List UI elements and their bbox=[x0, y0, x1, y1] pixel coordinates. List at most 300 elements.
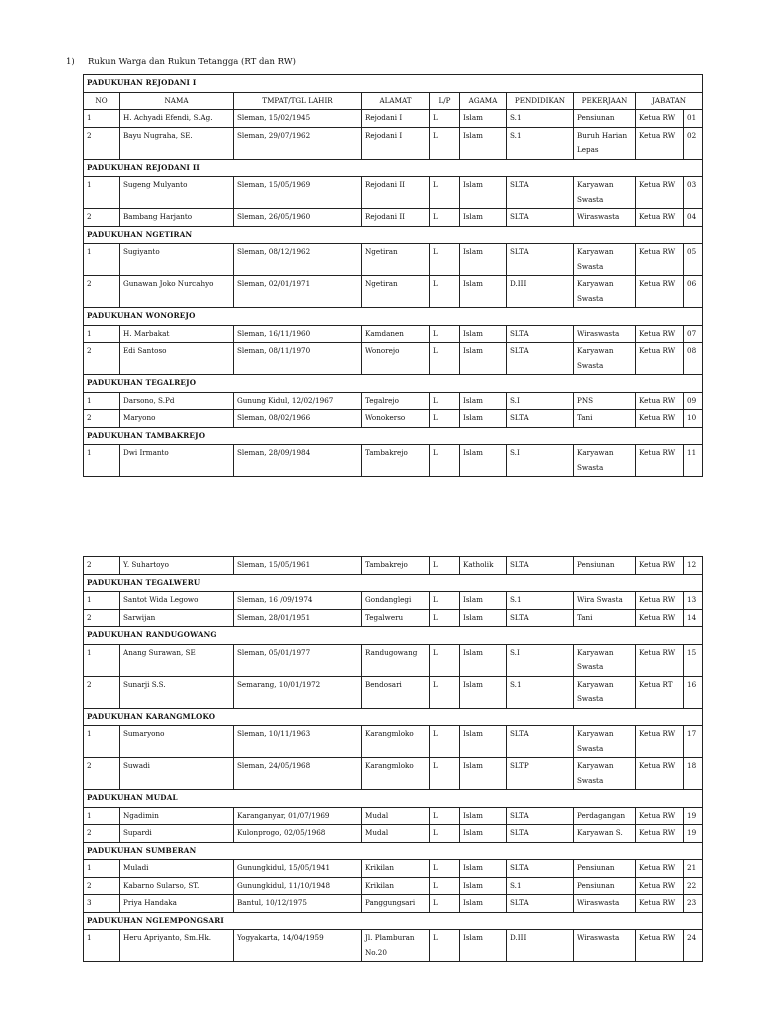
cell-ttl: Sleman, 08/02/1966 bbox=[234, 410, 362, 428]
cell-ttl: Sleman, 16 /09/1974 bbox=[234, 592, 362, 610]
cell-jabatan: Ketua RT bbox=[636, 676, 684, 708]
column-header: TMPAT/TGL LAHIR bbox=[234, 92, 362, 110]
cell-ttl: Sleman, 16/11/1960 bbox=[234, 325, 362, 343]
cell-pendidikan: D.III bbox=[507, 930, 574, 962]
cell-lp: L bbox=[430, 877, 460, 895]
cell-pendidikan: S.I bbox=[507, 644, 574, 676]
section-row bbox=[84, 708, 703, 726]
section-row bbox=[84, 75, 703, 93]
cell-rw-number: 18 bbox=[684, 758, 703, 790]
cell-ttl: Karanganyar, 01/07/1969 bbox=[234, 807, 362, 825]
cell-nama: Edi Santoso bbox=[120, 343, 234, 375]
cell-agama: Islam bbox=[460, 877, 507, 895]
section-row bbox=[84, 226, 703, 244]
cell-pekerjaan: Pensiunan bbox=[574, 860, 636, 878]
section-title: PADUKUHAN RANDUGOWANG bbox=[84, 627, 703, 645]
table-row bbox=[84, 244, 703, 276]
cell-lp: L bbox=[430, 758, 460, 790]
cell-ttl: Gunung Kidul, 12/02/1967 bbox=[234, 392, 362, 410]
column-header: PENDIDIKAN bbox=[507, 92, 574, 110]
cell-pekerjaan: Karyawan Swasta bbox=[574, 244, 636, 276]
section-title: PADUKUHAN WONOREJO bbox=[84, 308, 703, 326]
cell-ttl: Sleman, 15/02/1945 bbox=[234, 110, 362, 128]
cell-no: 2 bbox=[84, 410, 120, 428]
cell-rw-number: 06 bbox=[684, 276, 703, 308]
table-row bbox=[84, 930, 703, 962]
cell-lp: L bbox=[430, 592, 460, 610]
cell-alamat: Krikilan bbox=[362, 860, 430, 878]
cell-lp: L bbox=[430, 127, 460, 159]
cell-ttl: Semarang, 10/01/1972 bbox=[234, 676, 362, 708]
cell-pekerjaan: Pensiunan bbox=[574, 877, 636, 895]
cell-pendidikan: S.I bbox=[507, 392, 574, 410]
cell-pendidikan: S.1 bbox=[507, 592, 574, 610]
cell-alamat: Rejodani I bbox=[362, 110, 430, 128]
cell-jabatan: Ketua RW bbox=[636, 860, 684, 878]
cell-ttl: Sleman, 10/11/1963 bbox=[234, 726, 362, 758]
cell-jabatan: Ketua RW bbox=[636, 930, 684, 962]
section-title: PADUKUHAN TEGALREJO bbox=[84, 375, 703, 393]
cell-ttl: Bantul, 10/12/1975 bbox=[234, 895, 362, 913]
cell-lp: L bbox=[430, 895, 460, 913]
cell-alamat: Ngetiran bbox=[362, 244, 430, 276]
cell-ttl: Gunungkidul, 15/05/1941 bbox=[234, 860, 362, 878]
cell-alamat: Krikilan bbox=[362, 877, 430, 895]
section-title: PADUKUHAN TAMBAKREJO bbox=[84, 427, 703, 445]
table-row bbox=[84, 860, 703, 878]
cell-no: 1 bbox=[84, 930, 120, 962]
table-row bbox=[84, 410, 703, 428]
cell-lp: L bbox=[430, 557, 460, 575]
cell-alamat: Kamdanen bbox=[362, 325, 430, 343]
cell-lp: L bbox=[430, 410, 460, 428]
table-row bbox=[84, 825, 703, 843]
cell-nama: Sumaryono bbox=[120, 726, 234, 758]
cell-rw-number: 16 bbox=[684, 676, 703, 708]
table-row bbox=[84, 609, 703, 627]
cell-agama: Islam bbox=[460, 276, 507, 308]
cell-rw-number: 14 bbox=[684, 609, 703, 627]
cell-agama: Katholik bbox=[460, 557, 507, 575]
cell-pendidikan: SLTA bbox=[507, 825, 574, 843]
cell-rw-number: 11 bbox=[684, 445, 703, 477]
cell-rw-number: 09 bbox=[684, 392, 703, 410]
column-header: NAMA bbox=[120, 92, 234, 110]
cell-nama: Dwi Irmanto bbox=[120, 445, 234, 477]
cell-pendidikan: SLTA bbox=[507, 895, 574, 913]
cell-nama: Kabarno Sularso, ST. bbox=[120, 877, 234, 895]
cell-no: 2 bbox=[84, 609, 120, 627]
section-row bbox=[84, 159, 703, 177]
cell-nama: Ngadimin bbox=[120, 807, 234, 825]
cell-agama: Islam bbox=[460, 825, 507, 843]
table-row bbox=[84, 325, 703, 343]
cell-pekerjaan: Wiraswasta bbox=[574, 930, 636, 962]
rt-rw-table-page-1 bbox=[83, 74, 703, 477]
cell-alamat: Randugowang bbox=[362, 644, 430, 676]
cell-nama: Sarwijan bbox=[120, 609, 234, 627]
cell-nama: Gunawan Joko Nurcahyo bbox=[120, 276, 234, 308]
cell-pekerjaan: Karyawan Swasta bbox=[574, 445, 636, 477]
cell-agama: Islam bbox=[460, 325, 507, 343]
table-row bbox=[84, 343, 703, 375]
cell-lp: L bbox=[430, 110, 460, 128]
cell-ttl: Sleman, 08/12/1962 bbox=[234, 244, 362, 276]
cell-jabatan: Ketua RW bbox=[636, 825, 684, 843]
cell-ttl: Sleman, 15/05/1969 bbox=[234, 177, 362, 209]
cell-pekerjaan: Pensiunan bbox=[574, 557, 636, 575]
cell-jabatan: Ketua RW bbox=[636, 557, 684, 575]
cell-jabatan: Ketua RW bbox=[636, 177, 684, 209]
cell-pekerjaan: Karyawan Swasta bbox=[574, 758, 636, 790]
cell-jabatan: Ketua RW bbox=[636, 276, 684, 308]
cell-jabatan: Ketua RW bbox=[636, 244, 684, 276]
cell-no: 3 bbox=[84, 895, 120, 913]
cell-pekerjaan: Karyawan Swasta bbox=[574, 276, 636, 308]
cell-no: 2 bbox=[84, 343, 120, 375]
cell-lp: L bbox=[430, 392, 460, 410]
cell-lp: L bbox=[430, 930, 460, 962]
cell-agama: Islam bbox=[460, 445, 507, 477]
cell-pendidikan: SLTA bbox=[507, 410, 574, 428]
cell-lp: L bbox=[430, 825, 460, 843]
table-row bbox=[84, 644, 703, 676]
table-row bbox=[84, 877, 703, 895]
cell-no: 2 bbox=[84, 877, 120, 895]
cell-alamat: Jl. Plamburan No.20 bbox=[362, 930, 430, 962]
cell-alamat: Rejodani II bbox=[362, 209, 430, 227]
section-row bbox=[84, 627, 703, 645]
cell-no: 1 bbox=[84, 392, 120, 410]
cell-lp: L bbox=[430, 644, 460, 676]
cell-nama: Heru Apriyanto, Sm.Hk. bbox=[120, 930, 234, 962]
cell-lp: L bbox=[430, 177, 460, 209]
cell-ttl: Yogyakarta, 14/04/1959 bbox=[234, 930, 362, 962]
cell-nama: Darsono, S.Pd bbox=[120, 392, 234, 410]
cell-agama: Islam bbox=[460, 895, 507, 913]
cell-jabatan: Ketua RW bbox=[636, 609, 684, 627]
cell-ttl: Sleman, 28/01/1951 bbox=[234, 609, 362, 627]
cell-pekerjaan: Wiraswasta bbox=[574, 895, 636, 913]
cell-rw-number: 01 bbox=[684, 110, 703, 128]
cell-ttl: Sleman, 24/05/1968 bbox=[234, 758, 362, 790]
cell-agama: Islam bbox=[460, 860, 507, 878]
section-title: PADUKUHAN REJODANI I bbox=[84, 75, 703, 93]
cell-no: 1 bbox=[84, 177, 120, 209]
section-title: PADUKUHAN MUDAL bbox=[84, 790, 703, 808]
cell-alamat: Rejodani II bbox=[362, 177, 430, 209]
table-row bbox=[84, 592, 703, 610]
cell-pekerjaan: Karyawan Swasta bbox=[574, 676, 636, 708]
cell-pendidikan: SLTA bbox=[507, 343, 574, 375]
cell-agama: Islam bbox=[460, 110, 507, 128]
cell-pendidikan: SLTA bbox=[507, 557, 574, 575]
table-row bbox=[84, 557, 703, 575]
cell-pekerjaan: Karyawan Swasta bbox=[574, 177, 636, 209]
section-title: PADUKUHAN SUMBERAN bbox=[84, 842, 703, 860]
cell-nama: Anang Surawan, SE bbox=[120, 644, 234, 676]
cell-rw-number: 05 bbox=[684, 244, 703, 276]
cell-no: 2 bbox=[84, 557, 120, 575]
cell-pekerjaan: Perdagangan bbox=[574, 807, 636, 825]
column-header: PEKERJAAN bbox=[574, 92, 636, 110]
cell-agama: Islam bbox=[460, 392, 507, 410]
cell-pendidikan: S.1 bbox=[507, 127, 574, 159]
cell-pekerjaan: Karyawan S. bbox=[574, 825, 636, 843]
cell-jabatan: Ketua RW bbox=[636, 127, 684, 159]
table-row bbox=[84, 726, 703, 758]
cell-ttl: Sleman, 15/05/1961 bbox=[234, 557, 362, 575]
cell-agama: Islam bbox=[460, 410, 507, 428]
column-header: ALAMAT bbox=[362, 92, 430, 110]
cell-alamat: Panggungsari bbox=[362, 895, 430, 913]
cell-agama: Islam bbox=[460, 930, 507, 962]
cell-ttl: Sleman, 08/11/1970 bbox=[234, 343, 362, 375]
table-row bbox=[84, 110, 703, 128]
cell-pendidikan: D.III bbox=[507, 276, 574, 308]
cell-pekerjaan: Wiraswasta bbox=[574, 325, 636, 343]
heading-text: Rukun Warga dan Rukun Tetangga (RT dan RW) bbox=[88, 57, 296, 67]
cell-alamat: Gondanglegi bbox=[362, 592, 430, 610]
table-row bbox=[84, 127, 703, 159]
cell-nama: Bambang Harjanto bbox=[120, 209, 234, 227]
cell-alamat: Rejodani I bbox=[362, 127, 430, 159]
cell-pendidikan: S.1 bbox=[507, 676, 574, 708]
cell-jabatan: Ketua RW bbox=[636, 592, 684, 610]
cell-no: 1 bbox=[84, 592, 120, 610]
cell-agama: Islam bbox=[460, 726, 507, 758]
cell-lp: L bbox=[430, 343, 460, 375]
table-row bbox=[84, 758, 703, 790]
cell-no: 1 bbox=[84, 445, 120, 477]
cell-nama: H. Marbakat bbox=[120, 325, 234, 343]
cell-rw-number: 02 bbox=[684, 127, 703, 159]
cell-agama: Islam bbox=[460, 676, 507, 708]
cell-lp: L bbox=[430, 276, 460, 308]
cell-alamat: Tegalrejo bbox=[362, 392, 430, 410]
cell-pekerjaan: Karyawan Swasta bbox=[574, 644, 636, 676]
cell-jabatan: Ketua RW bbox=[636, 895, 684, 913]
section-row bbox=[84, 842, 703, 860]
cell-agama: Islam bbox=[460, 127, 507, 159]
cell-alamat: Wonokerso bbox=[362, 410, 430, 428]
table-row bbox=[84, 209, 703, 227]
cell-rw-number: 19 bbox=[684, 807, 703, 825]
cell-pekerjaan: Karyawan Swasta bbox=[574, 726, 636, 758]
cell-nama: Santot Wida Legowo bbox=[120, 592, 234, 610]
cell-nama: Priya Handaka bbox=[120, 895, 234, 913]
cell-lp: L bbox=[430, 244, 460, 276]
table-row bbox=[84, 676, 703, 708]
cell-pendidikan: SLTA bbox=[507, 860, 574, 878]
cell-rw-number: 03 bbox=[684, 177, 703, 209]
cell-ttl: Sleman, 26/05/1960 bbox=[234, 209, 362, 227]
cell-no: 1 bbox=[84, 110, 120, 128]
cell-agama: Islam bbox=[460, 644, 507, 676]
cell-alamat: Tegalweru bbox=[362, 609, 430, 627]
cell-nama: Sunarji S.S. bbox=[120, 676, 234, 708]
section-title: PADUKUHAN TEGALWERU bbox=[84, 574, 703, 592]
cell-alamat: Tambakrejo bbox=[362, 445, 430, 477]
cell-pendidikan: S.I bbox=[507, 445, 574, 477]
cell-pendidikan: SLTA bbox=[507, 209, 574, 227]
cell-jabatan: Ketua RW bbox=[636, 877, 684, 895]
column-header: AGAMA bbox=[460, 92, 507, 110]
cell-rw-number: 13 bbox=[684, 592, 703, 610]
cell-rw-number: 07 bbox=[684, 325, 703, 343]
cell-agama: Islam bbox=[460, 244, 507, 276]
cell-lp: L bbox=[430, 807, 460, 825]
cell-ttl: Sleman, 28/09/1984 bbox=[234, 445, 362, 477]
cell-rw-number: 15 bbox=[684, 644, 703, 676]
cell-no: 1 bbox=[84, 644, 120, 676]
cell-pekerjaan: Buruh Harian Lepas bbox=[574, 127, 636, 159]
cell-nama: H. Achyadi Efendi, S.Ag. bbox=[120, 110, 234, 128]
cell-pekerjaan: Wiraswasta bbox=[574, 209, 636, 227]
cell-no: 1 bbox=[84, 325, 120, 343]
cell-jabatan: Ketua RW bbox=[636, 392, 684, 410]
header-row bbox=[84, 92, 703, 110]
cell-agama: Islam bbox=[460, 807, 507, 825]
cell-lp: L bbox=[430, 726, 460, 758]
cell-agama: Islam bbox=[460, 343, 507, 375]
cell-jabatan: Ketua RW bbox=[636, 410, 684, 428]
cell-jabatan: Ketua RW bbox=[636, 758, 684, 790]
cell-jabatan: Ketua RW bbox=[636, 343, 684, 375]
cell-lp: L bbox=[430, 609, 460, 627]
section-title: PADUKUHAN NGLEMPONGSARI bbox=[84, 912, 703, 930]
cell-pekerjaan: PNS bbox=[574, 392, 636, 410]
cell-rw-number: 08 bbox=[684, 343, 703, 375]
cell-alamat: Bendosari bbox=[362, 676, 430, 708]
column-header: NO bbox=[84, 92, 120, 110]
table-row bbox=[84, 807, 703, 825]
cell-jabatan: Ketua RW bbox=[636, 110, 684, 128]
cell-agama: Islam bbox=[460, 177, 507, 209]
cell-pekerjaan: Karyawan Swasta bbox=[574, 343, 636, 375]
cell-pendidikan: SLTA bbox=[507, 325, 574, 343]
table-row bbox=[84, 177, 703, 209]
cell-lp: L bbox=[430, 676, 460, 708]
cell-nama: Suwadi bbox=[120, 758, 234, 790]
cell-no: 1 bbox=[84, 726, 120, 758]
cell-jabatan: Ketua RW bbox=[636, 807, 684, 825]
cell-lp: L bbox=[430, 325, 460, 343]
cell-no: 1 bbox=[84, 807, 120, 825]
cell-pendidikan: SLTA bbox=[507, 807, 574, 825]
cell-rw-number: 19 bbox=[684, 825, 703, 843]
cell-rw-number: 04 bbox=[684, 209, 703, 227]
cell-pekerjaan: Pensiunan bbox=[574, 110, 636, 128]
cell-alamat: Ngetiran bbox=[362, 276, 430, 308]
cell-no: 2 bbox=[84, 676, 120, 708]
cell-no: 2 bbox=[84, 758, 120, 790]
cell-alamat: Mudal bbox=[362, 825, 430, 843]
cell-nama: Maryono bbox=[120, 410, 234, 428]
cell-nama: Bayu Nugraha, SE. bbox=[120, 127, 234, 159]
cell-nama: Supardi bbox=[120, 825, 234, 843]
column-header: JABATAN bbox=[636, 92, 703, 110]
cell-lp: L bbox=[430, 445, 460, 477]
cell-rw-number: 24 bbox=[684, 930, 703, 962]
table-row bbox=[84, 445, 703, 477]
cell-pendidikan: S.1 bbox=[507, 877, 574, 895]
cell-pendidikan: SLTA bbox=[507, 726, 574, 758]
cell-no: 2 bbox=[84, 127, 120, 159]
cell-pendidikan: SLTA bbox=[507, 244, 574, 276]
cell-jabatan: Ketua RW bbox=[636, 726, 684, 758]
section-row bbox=[84, 790, 703, 808]
cell-alamat: Mudal bbox=[362, 807, 430, 825]
table-row bbox=[84, 895, 703, 913]
cell-pendidikan: S.1 bbox=[507, 110, 574, 128]
cell-jabatan: Ketua RW bbox=[636, 445, 684, 477]
cell-ttl: Gunungkidul, 11/10/1948 bbox=[234, 877, 362, 895]
section-row bbox=[84, 375, 703, 393]
cell-ttl: Sleman, 05/01/1977 bbox=[234, 644, 362, 676]
cell-nama: Y. Suhartoyo bbox=[120, 557, 234, 575]
section-title: PADUKUHAN REJODANI II bbox=[84, 159, 703, 177]
cell-pekerjaan: Tani bbox=[574, 609, 636, 627]
cell-rw-number: 23 bbox=[684, 895, 703, 913]
table-row bbox=[84, 276, 703, 308]
rt-rw-table-page-2 bbox=[83, 556, 703, 962]
cell-no: 1 bbox=[84, 244, 120, 276]
section-row bbox=[84, 574, 703, 592]
cell-no: 1 bbox=[84, 860, 120, 878]
cell-rw-number: 22 bbox=[684, 877, 703, 895]
cell-nama: Sugiyanto bbox=[120, 244, 234, 276]
cell-lp: L bbox=[430, 209, 460, 227]
cell-ttl: Kulonprogo, 02/05/1968 bbox=[234, 825, 362, 843]
cell-lp: L bbox=[430, 860, 460, 878]
cell-rw-number: 21 bbox=[684, 860, 703, 878]
cell-agama: Islam bbox=[460, 209, 507, 227]
section-title: PADUKUHAN NGETIRAN bbox=[84, 226, 703, 244]
cell-alamat: Tambakrejo bbox=[362, 557, 430, 575]
heading-number: 1) bbox=[66, 57, 75, 67]
section-row bbox=[84, 912, 703, 930]
cell-pekerjaan: Wira Swasta bbox=[574, 592, 636, 610]
cell-no: 2 bbox=[84, 276, 120, 308]
cell-jabatan: Ketua RW bbox=[636, 644, 684, 676]
cell-pendidikan: SLTA bbox=[507, 177, 574, 209]
table-row bbox=[84, 392, 703, 410]
cell-rw-number: 10 bbox=[684, 410, 703, 428]
column-header: L/P bbox=[430, 92, 460, 110]
section-row bbox=[84, 308, 703, 326]
cell-rw-number: 12 bbox=[684, 557, 703, 575]
section-heading bbox=[66, 57, 296, 67]
cell-agama: Islam bbox=[460, 758, 507, 790]
section-row bbox=[84, 427, 703, 445]
cell-pendidikan: SLTP bbox=[507, 758, 574, 790]
cell-agama: Islam bbox=[460, 592, 507, 610]
section-title: PADUKUHAN KARANGMLOKO bbox=[84, 708, 703, 726]
cell-jabatan: Ketua RW bbox=[636, 325, 684, 343]
cell-no: 2 bbox=[84, 825, 120, 843]
cell-ttl: Sleman, 29/07/1962 bbox=[234, 127, 362, 159]
cell-nama: Sugeng Mulyanto bbox=[120, 177, 234, 209]
cell-pendidikan: SLTA bbox=[507, 609, 574, 627]
cell-alamat: Wonorejo bbox=[362, 343, 430, 375]
cell-agama: Islam bbox=[460, 609, 507, 627]
cell-alamat: Karangmloko bbox=[362, 758, 430, 790]
cell-nama: Muladi bbox=[120, 860, 234, 878]
cell-ttl: Sleman, 02/01/1971 bbox=[234, 276, 362, 308]
cell-rw-number: 17 bbox=[684, 726, 703, 758]
cell-alamat: Karangmloko bbox=[362, 726, 430, 758]
